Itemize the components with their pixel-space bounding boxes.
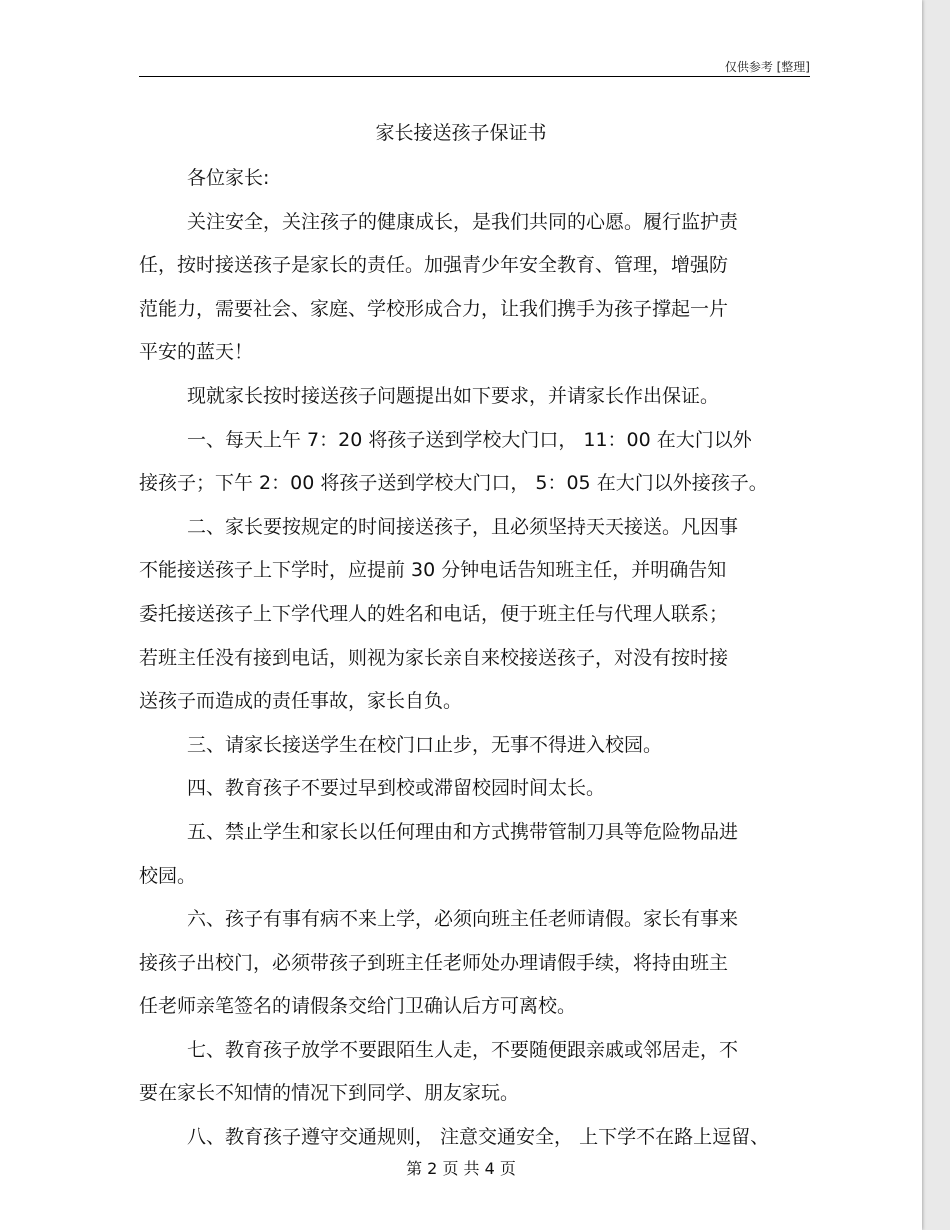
paragraph-line: 五、禁止学生和家长以任何理由和方式携带管制刀具等危险物品进 <box>187 820 739 843</box>
paragraph-line: 任老师亲笔签名的请假条交给门卫确认后方可离校。 <box>139 995 577 1018</box>
paragraph-line: 接孩子；下午 2：00 将孩子送到学校大门口， 5：05 在大门以外接孩子。 <box>139 472 768 495</box>
paragraph-line: 一、每天上午 7：20 将孩子送到学校大门口， 11：00 在大门以外 <box>187 428 752 451</box>
paragraph-line: 现就家长按时接送孩子问题提出如下要求，并请家长作出保证。 <box>187 384 720 407</box>
salutation: 各位家长: <box>187 167 270 189</box>
header-note: 仅供参考 [整理] <box>724 60 810 74</box>
paragraph-line: 任，按时接送孩子是家长的责任。加强青少年安全教育、管理，增强防 <box>139 254 729 277</box>
paragraph-line: 不能接送孩子上下学时，应提前 30 分钟电话告知班主任，并明确告知 <box>139 559 727 582</box>
paragraph-line: 关注安全，关注孩子的健康成长，是我们共同的心愿。履行监护责 <box>187 210 739 233</box>
paragraph-line: 要在家长不知情的情况下到同学、朋友家玩。 <box>139 1082 520 1105</box>
paragraph-line: 七、教育孩子放学不要跟陌生人走，不要随便跟亲戚或邻居走，不 <box>187 1038 739 1061</box>
paragraph-line: 接孩子出校门，必须带孩子到班主任老师处办理请假手续，将持由班主 <box>139 951 729 974</box>
header-divider <box>139 76 810 77</box>
paragraph-line: 校园。 <box>139 864 197 887</box>
paragraph-line: 若班主任没有接到电话，则视为家长亲自来校接送孩子，对没有按时接 <box>139 646 729 669</box>
page-number: 第 2 页 共 4 页 <box>406 1159 516 1178</box>
paragraph-line: 八、教育孩子遵守交通规则， 注意交通安全， 上下学不在路上逗留、 <box>187 1126 770 1149</box>
paragraph-line: 委托接送孩子上下学代理人的姓名和电话，便于班主任与代理人联系； <box>139 602 729 625</box>
paragraph-line: 送孩子而造成的责任事故，家长自负。 <box>139 690 463 713</box>
paragraph-line: 六、孩子有事有病不来上学，必须向班主任老师请假。家长有事来 <box>187 908 739 931</box>
document-body <box>139 157 819 1160</box>
paragraph-line: 三、请家长接送学生在校门口止步，无事不得进入校园。 <box>187 733 663 756</box>
document-title: 家长接送孩子保证书 <box>375 122 547 144</box>
paragraph-line: 二、家长要按规定的时间接送孩子，且必须坚持天天接送。凡因事 <box>187 515 739 538</box>
paragraph-line: 范能力，需要社会、家庭、学校形成合力，让我们携手为孩子撑起一片 <box>139 297 729 320</box>
paragraph-line: 平安的蓝天！ <box>139 341 254 364</box>
paragraph-line: 四、教育孩子不要过早到校或滞留校园时间太长。 <box>187 777 606 800</box>
